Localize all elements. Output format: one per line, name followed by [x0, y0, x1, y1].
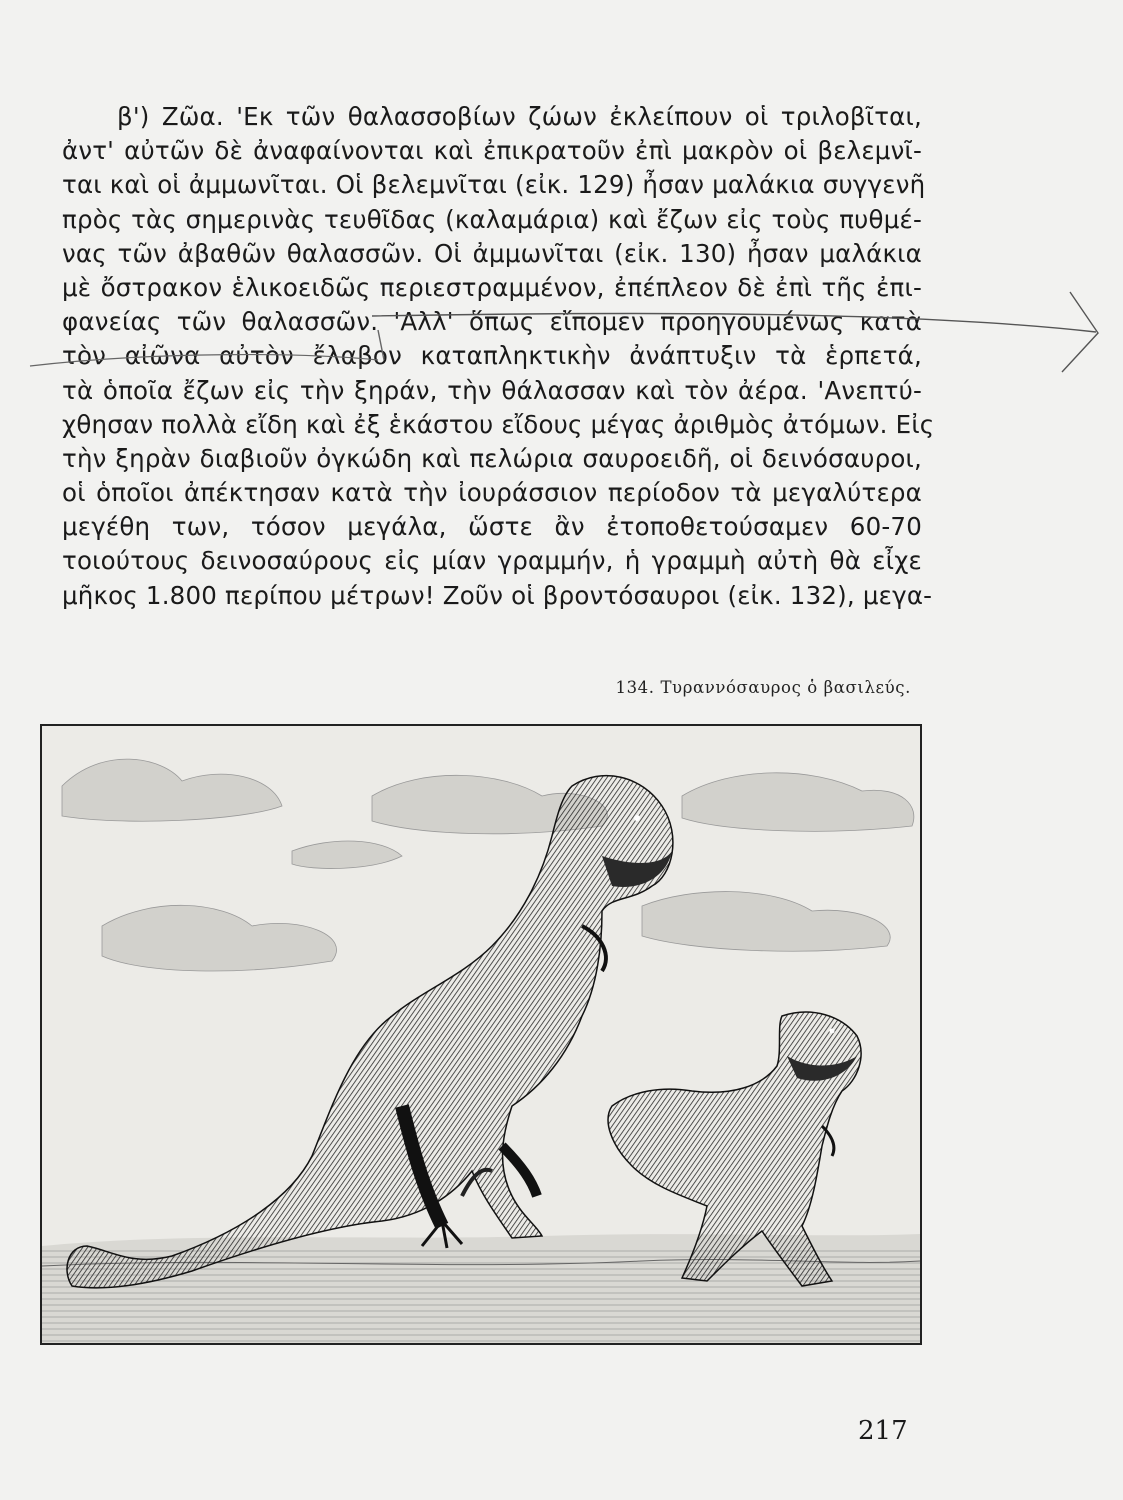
- text-line: πρὸς τὰς σημερινὰς τευθῖδας (καλαμάρια) καὶ ἔζων εἰς τοὺς πυθμέ-: [62, 204, 922, 234]
- text-line: ἀντ' αὐτῶν δὲ ἀναφαίνονται καὶ ἐπικρατοῦν ἐπὶ μακρὸν οἱ βελεμνῖ-: [62, 136, 922, 166]
- figure-caption: 134. Τυραννόσαυρος ὁ βασιλεύς.: [615, 678, 911, 697]
- text-line: τὴν ξηρὰν διαβιοῦν ὀγκώδη καὶ πελώρια σαυροειδῆ, οἱ δεινόσαυροι,: [62, 443, 922, 473]
- text-line: τὸν αἰῶνα αὐτὸν ἔλαβον καταπληκτικὴν ἀνάπτυξιν τὰ ἑρπετά,: [62, 341, 922, 371]
- text-line: β') Ζῶα. 'Εκ τῶν θαλασσοβίων ζώων ἐκλείπουν οἱ τριλοβῖται,: [117, 102, 922, 131]
- text-line: μῆκος 1.800 περίπου μέτρων! Ζοῦν οἱ βροντόσαυροι (εἰκ. 132), μεγα-: [62, 580, 933, 610]
- text-line: μεγέθη των, τόσον μεγάλα, ὥστε ἂν ἐτοποθετούσαμεν 60-70: [62, 512, 922, 542]
- text-line: ται καὶ οἱ ἀμμωνῖται. Οἱ βελεμνῖται (εἰκ. 129) ἦσαν μαλάκια συγγενῆ: [62, 170, 926, 200]
- text-line: τοιούτους δεινοσαύρους εἰς μίαν γραμμήν, ἡ γραμμὴ αὐτὴ θὰ εἶχε: [62, 546, 922, 576]
- text-line: τὰ ὁποῖα ἔζων εἰς τὴν ξηράν, τὴν θάλασσαν καὶ τὸν ἀέρα. 'Ανεπτύ-: [62, 375, 922, 405]
- tyrannosaurus-illustration: [40, 724, 922, 1345]
- page-number: 217: [858, 1416, 908, 1446]
- text-line: νας τῶν ἀβαθῶν θαλασσῶν. Οἱ ἀμμωνῖται (εἰκ. 130) ἦσαν μαλάκια: [62, 238, 922, 268]
- body-text: [62, 100, 935, 613]
- text-line: μὲ ὄστρακον ἑλικοειδῶς περιεστραμμένον, ἐπέπλεον δὲ ἐπὶ τῆς ἐπι-: [62, 272, 922, 302]
- text-line: χθησαν πολλὰ εἴδη καὶ ἐξ ἑκάστου εἴδους μέγας ἀριθμὸς ἀτόμων. Εἰς: [62, 409, 935, 439]
- text-line: φανείας τῶν θαλασσῶν. 'Αλλ' ὅπως εἴπομεν προηγουμένως κατὰ: [62, 307, 922, 337]
- text-line: οἱ ὁποῖοι ἀπέκτησαν κατὰ τὴν ἰουράσσιον περίοδον τὰ μεγαλύτερα: [62, 478, 922, 508]
